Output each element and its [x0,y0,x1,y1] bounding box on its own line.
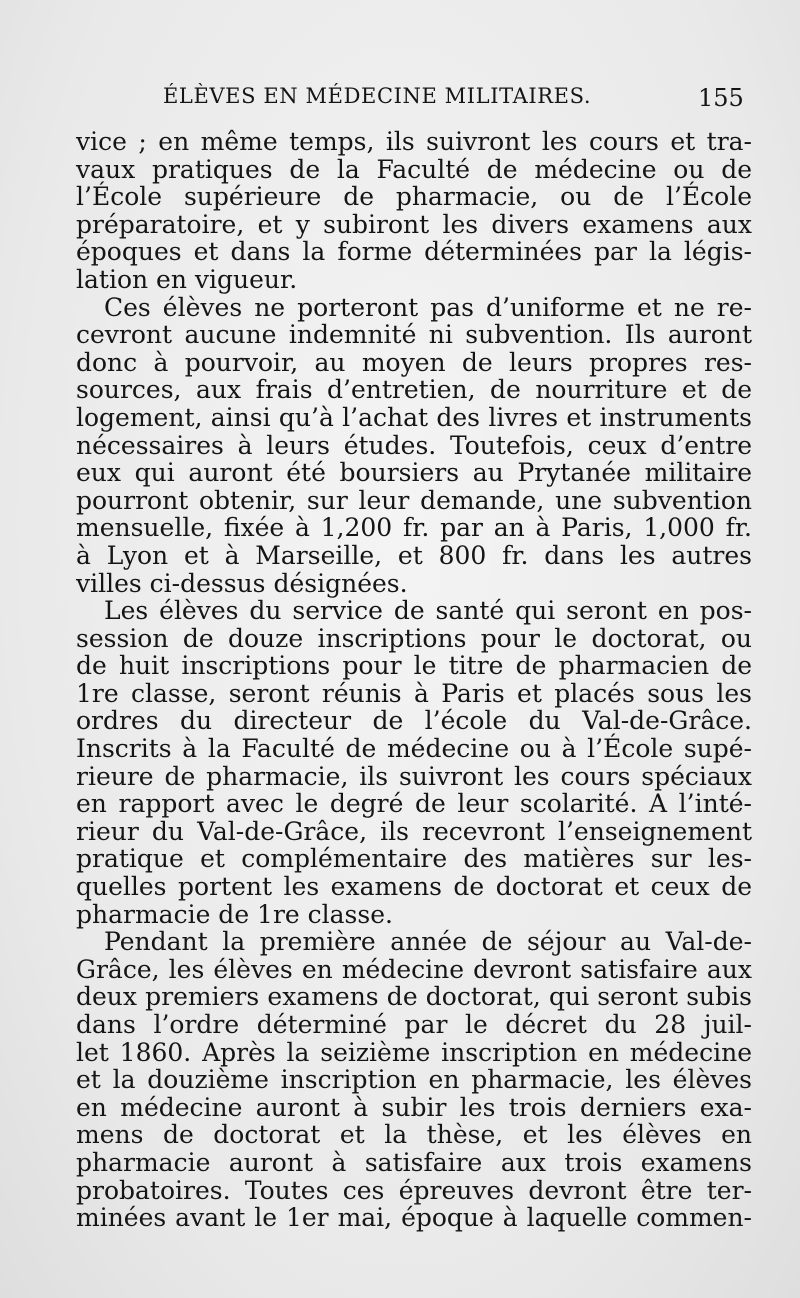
text-line: vice ; en même temps, ils suivront les cours et tra- [76,127,752,156]
text-line: 1re classe, seront réunis à Paris et placés sous les [76,678,752,708]
text-line: Pendant la première année de séjour au Val-de- [104,927,752,957]
text-line: session de douze inscriptions pour le doctorat, ou [76,623,752,653]
text-line: préparatoire, et y subiront les divers examens aux [76,209,752,239]
text-line: pourront obtenir, sur leur demande, une subvention [76,485,752,515]
text-line: mens de doctorat et la thèse, et les élèves en [76,1120,752,1150]
text-line: quelles portent les examens de doctorat et ceux de [76,872,752,902]
text-line: dans l’ordre déterminé par le décret du 28 juil- [76,1010,752,1039]
text-line: pharmacie auront à satisfaire aux trois examens [76,1147,752,1177]
text-line: Grâce, les élèves en médecine devront satisfaire aux [76,954,752,984]
body-text [76,128,752,1232]
text-line: sources, aux frais d’entretien, de nourriture et de [76,375,752,405]
text-line: en rapport avec le degré de leur scolarité. A l’inté- [76,789,752,819]
text-line: vaux pratiques de la Faculté de médecine ou de [76,154,752,184]
text-line: pratique et complémentaire des matières sur les- [76,844,752,874]
text-line: Les élèves du service de santé qui seront en pos- [104,596,752,626]
text-line: logement, ainsi qu’à l’achat des livres et instruments [76,402,752,432]
text-line: en médecine auront à subir les trois derniers exa- [76,1092,752,1122]
text-line: de huit inscriptions pour le titre de pharmacien de [76,651,752,681]
text-line: mensuelle, fixée à 1,200 fr. par an à Paris, 1,000 fr. [76,513,752,543]
text-line: pharmacie de 1re classe. [76,899,393,929]
text-line: probatoires. Toutes ces épreuves devront être ter- [76,1175,752,1205]
text-line: rieur du Val-de-Grâce, ils recevront l’enseignement [76,816,752,846]
text-line: époques et dans la forme déterminées par la légis- [76,237,752,267]
text-line: et la douzième inscription en pharmacie, les élèves [76,1065,752,1095]
text-line: cevront aucune indemnité ni subvention. Ils auront [76,320,752,350]
text-line: Inscrits à la Faculté de médecine ou à l’École supé- [76,734,752,764]
text-line: let 1860. Après la seizième inscription en médecine [76,1037,752,1067]
text-line: deux premiers examens de doctorat, qui seront subis [76,982,752,1012]
text-line: Ces élèves ne porteront pas d’uniforme et ne re- [104,292,752,322]
text-line: ordres du directeur de l’école du Val-de-Grâce. [76,706,752,736]
text-line: eux qui auront été boursiers au Prytanée militaire [76,458,752,488]
text-line: l’École supérieure de pharmacie, ou de l’École [76,182,752,212]
page-header [0,84,800,120]
running-head: ÉLÈVES EN MÉDECINE MILITAIRES. [163,84,592,108]
text-line: rieure de pharmacie, ils suivront les cours spéciaux [76,761,752,791]
text-line: lation en vigueur. [76,264,298,294]
text-line: nécessaires à leurs études. Toutefois, ceux d’entre [76,430,752,460]
page-number: 155 [698,84,744,112]
text-line: donc à pourvoir, au moyen de leurs propres res- [76,347,752,377]
text-line: villes ci-dessus désignées. [76,568,408,598]
text-line: à Lyon et à Marseille, et 800 fr. dans les autres [76,540,752,570]
text-line: minées avant le 1er mai, époque à laquelle commen- [76,1203,752,1233]
